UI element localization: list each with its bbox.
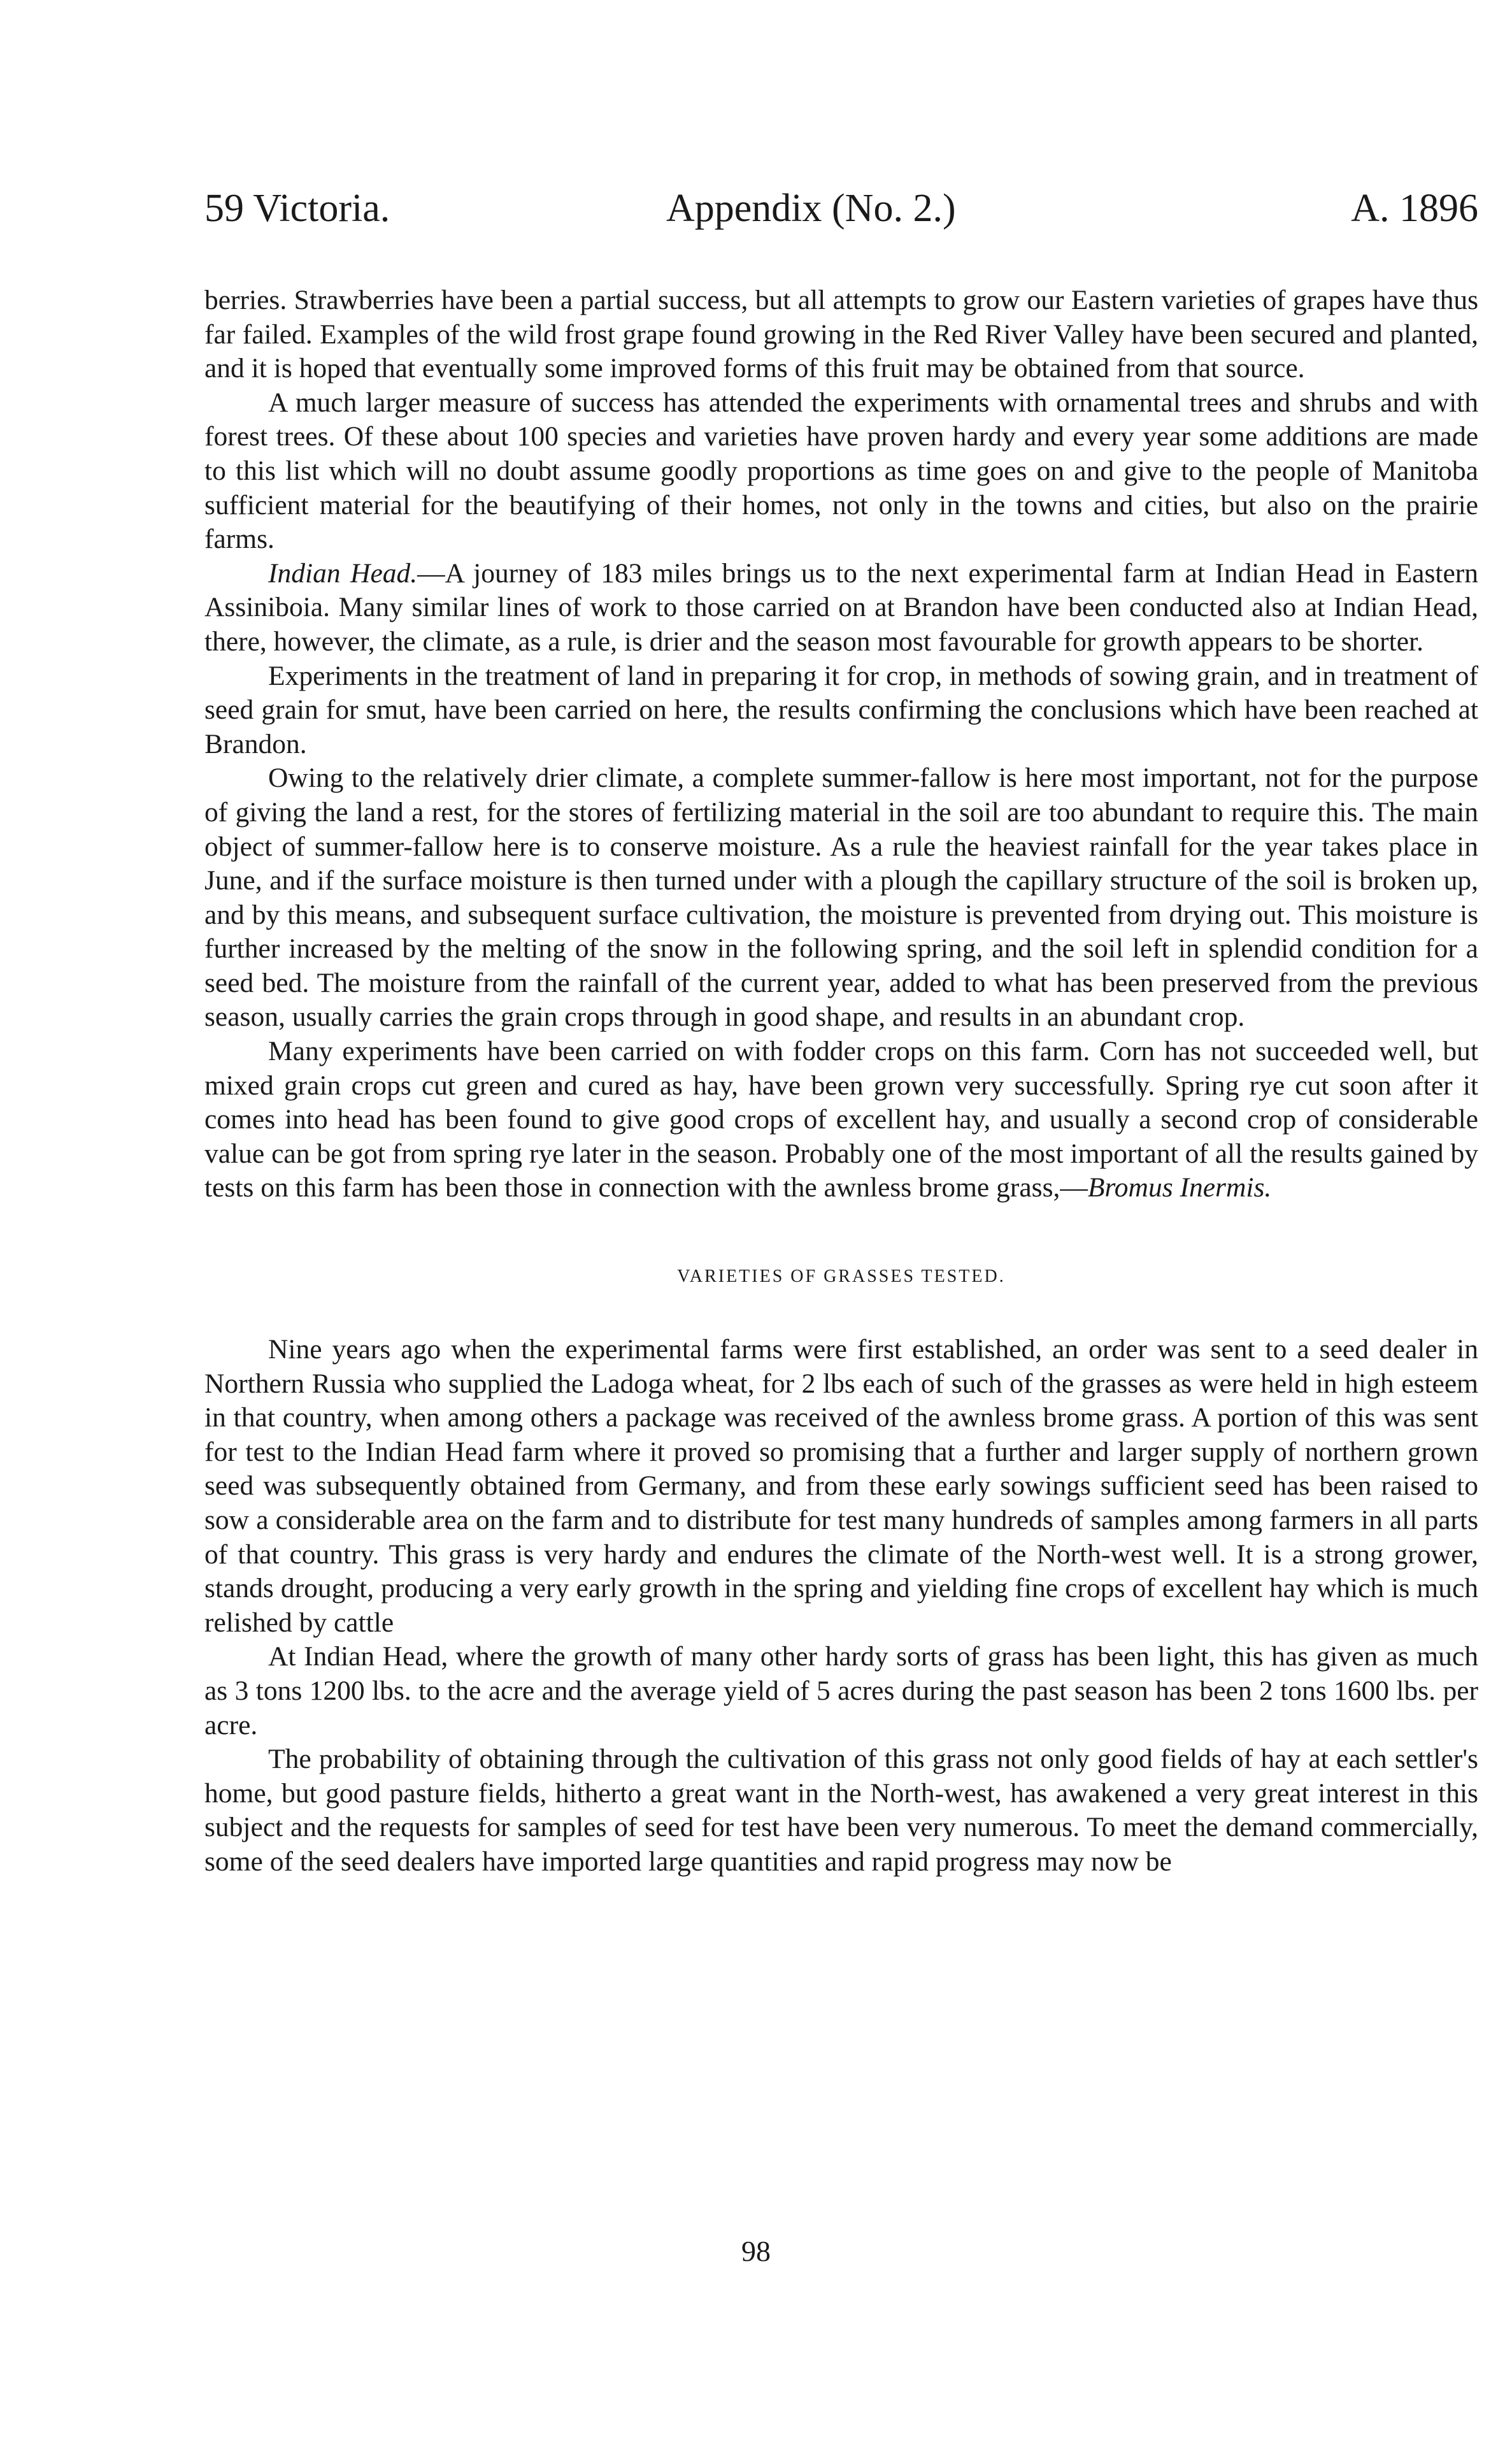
page-number: 98: [741, 2235, 771, 2267]
paragraph-ornamental-trees: A much larger measure of success has attended the experiments with ornamental trees and shrubs and with forest trees. Of these about 100 species and varieties have proven hardy and every year some additions are made to this list which will no doubt assume goodly proportions as time goes on and give to the people of Manitoba sufficient material for the beautifying of their homes, not only in the towns and cities, but also on the prairie farms.: [204, 387, 1478, 555]
species-name: Bromus Inermis.: [1087, 1172, 1272, 1203]
indian-head-lead: Indian Head.: [268, 557, 418, 589]
header-year: A. 1896: [1351, 187, 1478, 230]
paragraph-experiments: Experiments in the treatment of land in preparing it for crop, in methods of sowing grain, and in treatment of seed grain for smut, have been carried on here, the results confirming the conclusions which have been reached at Brandon.: [204, 660, 1478, 759]
header-appendix: Appendix (No. 2.): [666, 187, 956, 230]
paragraph-probability: The probability of obtaining through the cultivation of this grass not only good fields of hay at each settler's home, but good pasture fields, hitherto a great want in the North-west, has awakened a very great interest in this subject and the requests for samples of seed for test have been very numerous. To meet the demand commercially, some of the seed dealers have imported large quantities and rapid progress may now be: [204, 1744, 1478, 1877]
paragraph-nine-years: Nine years ago when the experimental farms were first established, an order was sent to a seed dealer in Northern Russia who supplied the Ladoga wheat, for 2 lbs each of such of the grasses as were held in high esteem in that country, when among others a package was received of the awnless brome grass. A portion of this was sent for test to the Indian Head farm where it proved so promising that a further and larger supply of northern grown seed was subsequently obtained from Germany, and from these early sowings sufficient seed has been raised to sow a considerable area on the farm and to distribute for test many hundreds of samples among farmers in all parts of that country. This grass is very hardy and endures the climate of the North-west well. It is a strong grower, stands drought, producing a very early growth in the spring and yielding fine crops of excellent hay which is much relished by cattle: [204, 1334, 1478, 1638]
paragraph-indian-head: [204, 557, 1478, 659]
indian-head-body: —A journey of 183 miles brings us to the next experimental farm at Indian Head in Eastern Assiniboia. Many similar lines of work to those carried on at Brandon have been conducted also at Indian Head, there, however, the climate, as a rule, is drier and the season most favourable for growth appears to be shorter.: [204, 557, 1479, 657]
body-text: [204, 283, 1478, 1879]
running-header: [204, 180, 1478, 237]
header-session: 59 Victoria.: [204, 187, 390, 230]
paragraph-yield: At Indian Head, where the growth of many other hardy sorts of grass has been light, this has given as much as 3 tons 1200 lbs. to the acre and the average yield of 5 acres during the past season has been 2 tons 1600 lbs. per acre.: [204, 1641, 1478, 1740]
paragraph-berries: berries. Strawberries have been a partial success, but all attempts to grow our Eastern varieties of grapes have thus far failed. Examples of the wild frost grape found growing in the Red River Valley have been secured and planted, and it is hoped that eventually some improved forms of this fruit may be obtained from that source.: [204, 285, 1478, 384]
section-heading: VARIETIES OF GRASSES TESTED.: [677, 1267, 1006, 1287]
fodder-crops-body: Many experiments have been carried on with fodder crops on this farm. Corn has not succeeded well, but mixed grain crops cut green and cured as hay, have been grown very successfully. Spring rye cut soon after it comes into head has been found to give good crops of excellent hay, and usually a second crop of considerable value can be got from spring rye later in the season. Probably one of the most important of all the results gained by tests on this farm has been those in connection with the awnless brome grass,—: [204, 1036, 1478, 1203]
paragraph-fodder-crops: [204, 1035, 1478, 1205]
paragraph-summer-fallow: Owing to the relatively drier climate, a complete summer-fallow is here most important, not for the purpose of giving the land a rest, for the stores of fertilizing material in the soil are too abundant to require this. The main object of summer-fallow here is to conserve moisture. As a rule the heaviest rainfall for the year takes place in June, and if the surface moisture is then turned under with a plough the capillary structure of the soil is broken up, and by this means, and subsequent surface cultivation, the moisture is prevented from drying out. This moisture is further increased by the melting of the snow in the following spring, and the soil left in splendid condition for a seed bed. The moisture from the rainfall of the current year, added to what has been preserved from the previous season, usually carries the grain crops through in good shape, and results in an abundant crop.: [204, 763, 1478, 1033]
